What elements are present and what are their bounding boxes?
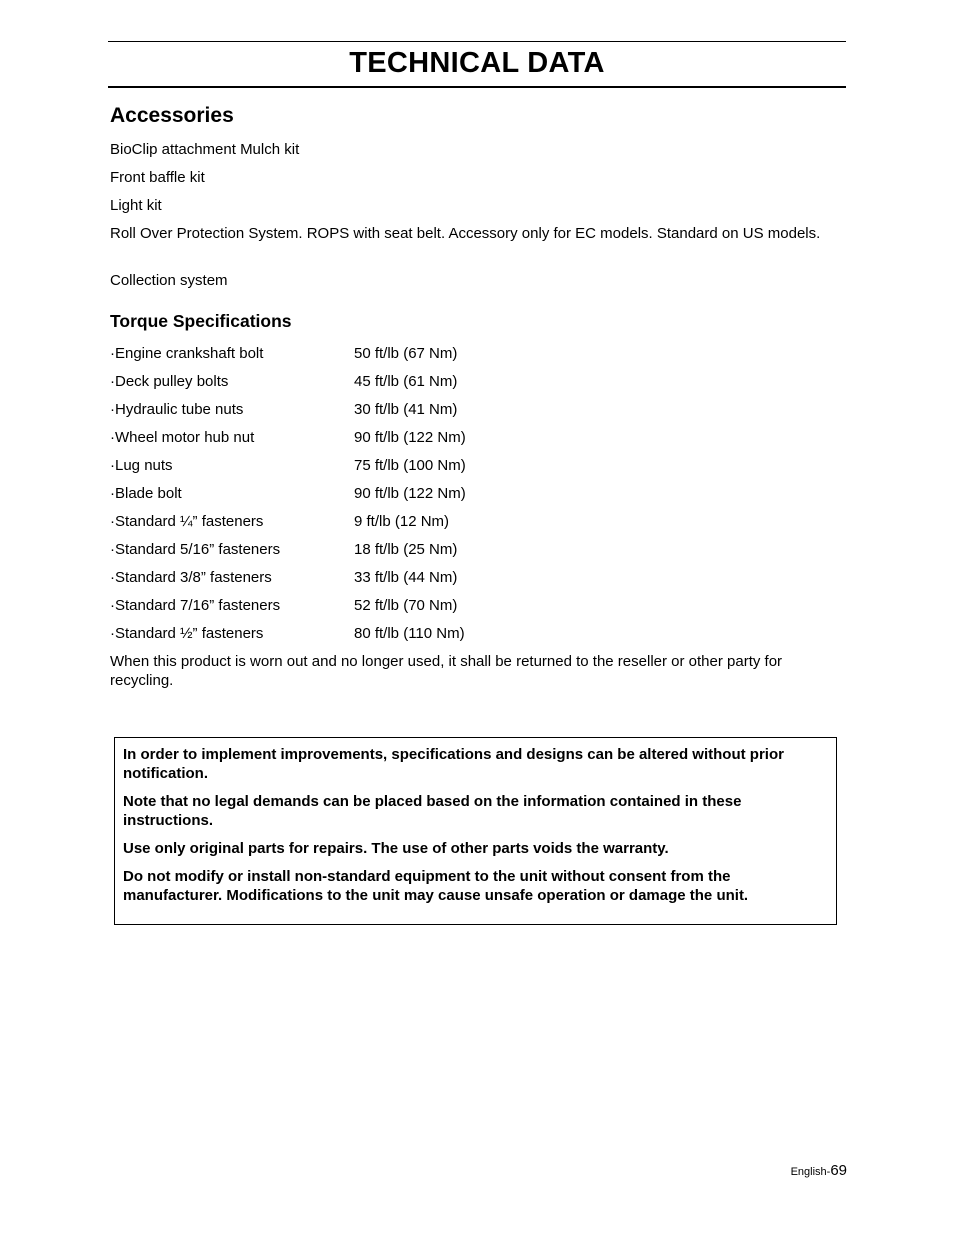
torque-row <box>110 429 610 449</box>
torque-label: ·Standard ¼” fasteners <box>110 513 264 530</box>
torque-row <box>110 345 610 365</box>
notice-box <box>114 737 837 925</box>
torque-label: ·Blade bolt <box>110 485 182 502</box>
torque-value: 90 ft/lb (122 Nm) <box>354 429 466 446</box>
notice-paragraph: Use only original parts for repairs. The use of other parts voids the warranty. <box>123 840 669 857</box>
torque-label: ·Deck pulley bolts <box>110 373 229 390</box>
torque-label: ·Hydraulic tube nuts <box>110 401 244 418</box>
accessory-item: BioClip attachment Mulch kit <box>110 141 300 158</box>
torque-label: ·Wheel motor hub nut <box>110 429 255 446</box>
accessory-item: Light kit <box>110 197 162 214</box>
torque-row <box>110 541 610 561</box>
torque-value: 90 ft/lb (122 Nm) <box>354 485 466 502</box>
page-header <box>108 41 846 88</box>
torque-row <box>110 401 610 421</box>
page-footer <box>791 1162 847 1180</box>
torque-value: 50 ft/lb (67 Nm) <box>354 345 458 362</box>
torque-value: 30 ft/lb (41 Nm) <box>354 401 458 418</box>
notice-paragraph: Do not modify or install non-standard equipment to the unit without consent from the manufacturer. Modifications to the unit may cause unsafe operation or damage the unit. <box>123 868 749 904</box>
torque-value: 45 ft/lb (61 Nm) <box>354 373 458 390</box>
torque-row <box>110 513 610 533</box>
torque-value: 9 ft/lb (12 Nm) <box>354 513 450 530</box>
page-number: 69 <box>830 1162 847 1179</box>
torque-label: ·Standard 5/16” fasteners <box>110 541 281 558</box>
accessory-item: Front baffle kit <box>110 169 205 186</box>
page-title: TECHNICAL DATA <box>349 47 605 79</box>
torque-value: 33 ft/lb (44 Nm) <box>354 569 458 586</box>
torque-value: 18 ft/lb (25 Nm) <box>354 541 458 558</box>
accessory-item: Roll Over Protection System. ROPS with seat belt. Accessory only for EC models. Standard on US models. <box>110 225 821 242</box>
accessories-heading: Accessories <box>110 104 234 127</box>
torque-label: ·Standard 7/16” fasteners <box>110 597 281 614</box>
notice-paragraph: In order to implement improvements, specifications and designs can be altered without prior notification. <box>123 746 784 782</box>
torque-label: ·Engine crankshaft bolt <box>110 345 264 362</box>
torque-row <box>110 597 610 617</box>
torque-row <box>110 485 610 505</box>
torque-label: ·Lug nuts <box>110 457 173 474</box>
torque-row <box>110 569 610 589</box>
torque-value: 52 ft/lb (70 Nm) <box>354 597 458 614</box>
torque-row <box>110 625 610 645</box>
torque-heading: Torque Specifications <box>110 311 292 331</box>
footer-language: English- <box>790 1166 831 1178</box>
recycling-note: When this product is worn out and no longer used, it shall be returned to the reseller or other party for recycling. <box>110 653 783 689</box>
torque-label: ·Standard ½” fasteners <box>110 625 264 642</box>
torque-value: 80 ft/lb (110 Nm) <box>354 625 465 642</box>
torque-value: 75 ft/lb (100 Nm) <box>354 457 466 474</box>
torque-row <box>110 373 610 393</box>
notice-paragraph: Note that no legal demands can be placed based on the information contained in these instructions. <box>123 793 742 829</box>
torque-row <box>110 457 610 477</box>
torque-label: ·Standard 3/8” fasteners <box>110 569 272 586</box>
accessory-item: Collection system <box>110 272 228 289</box>
